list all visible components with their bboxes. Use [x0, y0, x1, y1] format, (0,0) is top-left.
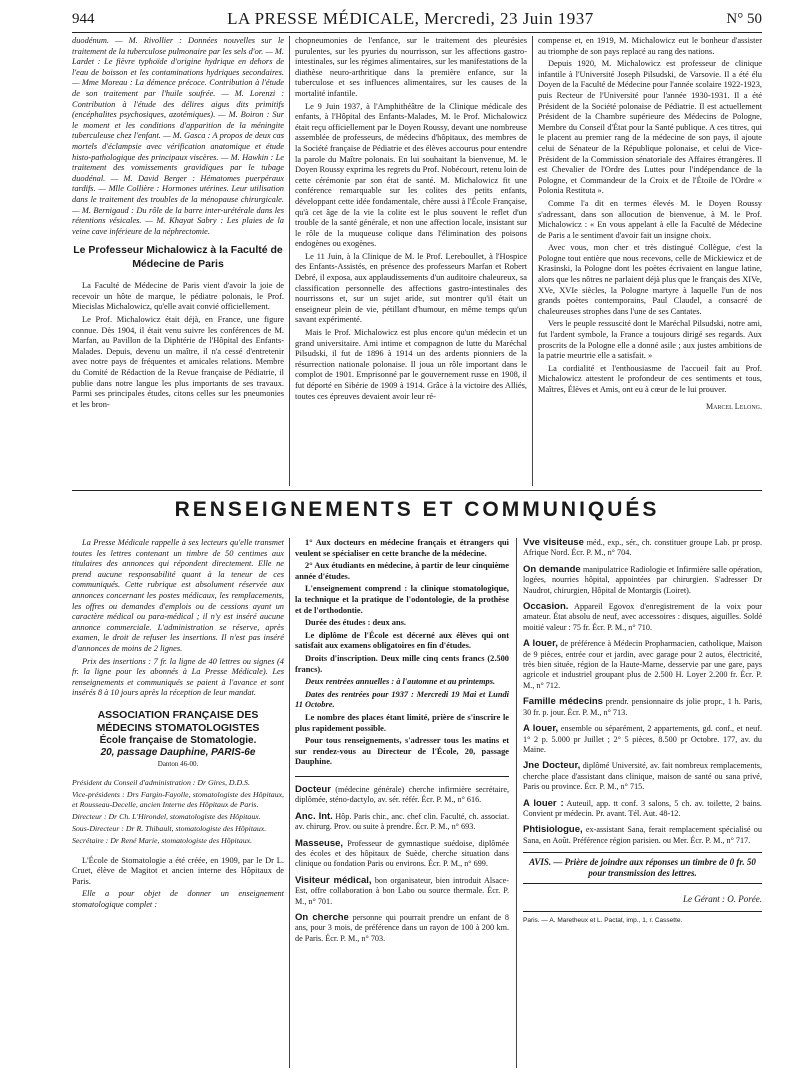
manager-line: Le Gérant : O. Porée. [523, 894, 762, 912]
classified-ad: Jne Docteur, diplômé Université, av. fait nombreux remplacements, cherche place d'assistant dans clinique, maison de santé ou sana privé, Paris ou province. Écr. P. M., n° 715. [523, 760, 762, 792]
classified-ad: Docteur (médecine générale) cherche infirmière secrétaire, diplômée, sténo-dactylo, av. sér. référ. Écr. P. M., n° 616. [295, 783, 509, 805]
classified-ad: Vve visiteuse méd., exp., sér., ch. constituer groupe Lab. pr prosp. Afrique Nord. Écr. P. M., n° 704. [523, 538, 762, 558]
intro-notice: La Presse Médicale rappelle à ses lecteurs qu'elle transmet toutes les lettres contenant un timbre de 50 centimes aux titulaires des annonces qui répondent directement. Elle ne prend aucune responsabilité quant à la teneur de ces communiqués. Cette rubrique est absolument réservée aux annonces concernant les postes médicaux, les remplacements, les offres ou demandes d'emplois ou de cessions ayant un caractère médical ou para-médical ; il n'y est inséré aucune annonce commerciale. L'administration se réserve, après examen, le droit de refuser les insertions. Il n'est pas inséré d'annonces de moins de 2 lignes. [72, 538, 284, 653]
paragraph: Le 9 Juin 1937, à l'Amphithéâtre de la Clinique médicale des enfants, à l'Hôpital des Enfants-Malades, M. le Prof. Michalowicz était reçu officiellement par le Doyen Roussy, devant une nombreuse assemblée de professeurs, de médecins d'hôpitaux, des membres de la Société française de Pédiatrie et des élèves accourus pour entendre la parole du Maître polonais. En lui souhaitant la bienvenue, M. le Doyen Roussy exprima les regrets du Prof. Nobécourt, retenu loin de cette cérémonie par son état de santé. M. Michalowicz fit une conférence remarquable sur les colites des petits enfants, développant cette idée fondamentale, chère aussi à l'École Française, qu'à cet âge de la vie la colite est le plus souvent le reflet d'un trouble de la santé générale, et non une affection locale, insistant sur le rôle de la muqueuse colique dans l'élimination des poisons endogènes ou exogènes. [295, 101, 527, 249]
association-title: ASSOCIATION FRANÇAISE DES MÉDECINS STOMATOLOGISTES [96, 708, 260, 734]
bottom-column-2 [295, 538, 509, 1068]
paragraph: Comme l'a dit en termes élevés M. le Doyen Roussy s'adressant, dans son allocution de bienvenue, à M. le Prof. Michalowicz : « En vous appelant à elle la Faculté de Médecine de Paris a le sentiment d'avoir fait un insigne choix. [538, 198, 762, 240]
paragraph: Le Prof. Michalowicz était déjà, en France, une figure connue. Dès 1904, il était venu suivre les conférences de M. Marfan, au Pavillon de la Diphtérie de l'Hôpital des Enfants-Malades. Depuis, devenu un maître, il n'a cessé d'entretenir avec notre pays de fréquentes et amicales relations. Membre du Comité de Rédaction de la Revue française de Pédiatrie, il publie dans notre langue les plus importants de ses travaux. Parmi ses principales études, citons celles sur les pneumonies et les bron- [72, 315, 284, 409]
paragraph: La Faculté de Médecine de Paris vient d'avoir la joie de recevoir un hôte de marque, le pédiatre polonais, le Prof. Miecislas Michalowicz, qu'elle avait convié officiellement. [72, 281, 284, 312]
staff-entry: Vice-présidents : Drs Fargin-Fayolle, stomatologiste des Hôpitaux, et Rousseau-Decelle, ancien Interne des Hôpitaux de Paris. [72, 789, 284, 809]
notice-box: AVIS. — Prière de joindre aux réponses un timbre de 0 fr. 50 pour transmission des lettres. [523, 852, 762, 884]
paragraph: Dates des rentrées pour 1937 : Mercredi 19 Mai et Lundi 11 Octobre. [295, 689, 509, 710]
paragraph: Mais le Prof. Michalowicz est plus encore qu'un médecin et un grand universitaire. Ami intime et compagnon de lutte du Maréchal Pilsudski, il fut de 1896 à 1914 un des ardents pionniers de la résurrection nationale polonaise. Il joua un rôle important dans le complot de 1901. Emprisonné par le gouvernement russe en 1908, il fut déporté en Sibérie de 1909 à 1914. Grâce à la victoire des Alliés, toutes ces épreuves devaient avoir leur ré- [295, 328, 527, 401]
classified-ad: On demande manipulatrice Radiologie et Infirmière salle opération, logées, nourries hôpital, appointées par chirurgien. S'adresser Dr Naudrot, chirurgien, Hôpital de Montargis (Loiret). [523, 563, 762, 595]
paragraph: L'École de Stomatologie a été créée, en 1909, par le Dr L. Cruet, élève de Magitot et ancien interne des Hôpitaux de Paris. [72, 855, 284, 886]
classified-ad: Anc. Int. Hôp. Paris chir., anc. chef clin. Faculté, ch. associat. av. chirurg. Prov. ou suite à prendre. Écr. P. M., n° 693. [295, 810, 509, 832]
issue-number: N° 50 [726, 10, 762, 27]
journal-title: LA PRESSE MÉDICALE, Mercredi, 23 Juin 1937 [227, 9, 594, 28]
printer-line: Paris. — A. Maretheux et L. Pactat, imp., 1, r. Cassette. [523, 916, 683, 924]
column-divider [516, 538, 517, 1068]
page-number: 944 [72, 10, 95, 27]
paragraph: Le nombre des places étant limité, prière de s'inscrire le plus rapidement possible. [295, 712, 509, 733]
top-column-2 [295, 36, 527, 486]
column-divider [289, 538, 290, 1068]
paragraph: Avec vous, mon cher et très distingué Collègue, c'est la Pologne tout entière que nous recevons, celle de Mickiewicz et de Krasinski, la Pologne dont les poètes écrivaient en langue latine, alors que les nôtres ne parlaient déjà plus que le français des XIVe, XVe, XVIe siècles, la Pologne martyre à laquelle l'un de nos grands poètes contemporains, Paul Claudel, a consacré de chaleureuses strophes dans l'une de ses Cantates. [538, 243, 762, 316]
classified-ad: A louer : Auteuil, app. tt conf. 3 salons, 5 ch. av. toilette, 2 bains. Convient pr médecin. Pr. avant. Tél. Aut. 48-12. [523, 797, 762, 818]
classified-ad: Visiteur médical, bon organisateur, bien introduit Alsace-Est, offre collaboration à bon Labo ou source thermale. Écr. P. M., n° 701. [295, 874, 509, 906]
staff-entry: Directeur : Dr Ch. L'Hirondel, stomatologiste des Hôpitaux. [72, 811, 261, 821]
classified-ad: A louer, de préférence à Médecin Propharmacien, catholique, Maison de 9 pièces, entrée cour et jardin, avec garage pour 2 autos, électricité, très bien située, région de la Haute-Marne, desservie par une gare, pays agricole et industriel groupant plus de 2.500 H. Loyer 2.200 fr. Écr. P. M., n° 712. [523, 638, 762, 690]
bottom-column-3 [523, 538, 762, 1068]
paragraph: Durée des études : deux ans. [305, 618, 406, 628]
paragraph: compense et, en 1919, M. Michalowicz eut le bonheur d'assister au triomphe de son pays replacé au rang des nations. [538, 36, 762, 56]
top-column-1 [72, 36, 284, 486]
classified-ad: A louer, ensemble ou séparément, 2 appartements, gd. conf., et neuf. 1° 2 p. 5.000 pr Juillet ; 2° 5 pièces, 8.500 pr Octobre. 177, av. du Maine. [523, 723, 762, 754]
signature: Marcel Lelong. [706, 401, 762, 411]
paragraph: Depuis 1920, M. Michalowicz est professeur de clinique infantile à l'Université Joseph Pilsudski, de Varsovie. Il a été élu Doyen de la Faculté de Médecine pour l'année scolaire 1922-1923, puis Recteur de l'Université pour l'année 1930-1931. Il a été Président de la Société polonaise de Pédiatrie. Il est actuellement Président de la Chambre supérieure des Médecins de Pologne, Membre du Conseil d'État pour la Santé publique. A ces titres, qui le placent au premier rang de la médecine de son pays, il ajoute celui de Sénateur de la République polonaise, et celui de Vice-Président de la Commission sénatoriale des Affaires étrangères. Il est Chevalier de l'Ordre des Luttes pour l'indépendance de la Pologne, et Commandeur de la Croix et de l'Étoile de l'Ordre « Polonia Restituta ». [538, 59, 762, 196]
price-notice: Prix des insertions : 7 fr. la ligne de 40 lettres ou signes (4 fr. la ligne pour les abonnés à La Presse Médicale). Les renseignements et communiqués se paient à l'avance et sont insérés 8 à 10 jours après la réception de leur mandat. [72, 656, 284, 698]
column-divider [289, 36, 290, 486]
paragraph: Droits d'inscription. Deux mille cinq cents francs (2.500 francs). [295, 653, 509, 674]
theses-list: duodénum. — M. Rivollier : Données nouvelles sur le traitement de la tuberculose pulmonaire par les sels d'or. — M. Lardet : Le fièvre typhoïde d'origine hydrique en dehors de l'eau de boisson et les contaminations hydriques secondaires. — Mme Moreau : La démence précoce. Contribution à l'étude de son traitement par l'huile soufrée. — M. Lorenzi : Contribution à l'étude des délires aigus dits primitifs (encéphalites psychosiques, azotémiques). — M. Boiron : Sur le moment et les conditions d'apparition de la méningite tuberculeuse chez l'enfant. — M. Gasca : A propos de deux cas mortels d'éclampsie avec vérification anatomique et étude histo-pathologique des principaux viscères. — M. Hawkin : Le traitement des vomissements gravidiques par le tubage duodénal. — M. David Berger : Hématomes puerpéraux tardifs. — Mlle Collière : Hormones utérines. Leur utilisation dans le traitement des troubles de la ménopause chirurgicale. — M. Bernigaud : Du rôle de la barre inter-urétérale dans les rétentions vésicales. — M. Khayat Sabry : Les plaies de la veine cave inférieure de la néphrectomie. [72, 36, 284, 236]
paragraph: La cordialité et l'enthousiasme de l'accueil fait au Prof. Michalowicz attestent le profondeur de ces sentiments et tous, Maîtres, Élèves et Amis, ont eu à cœur de le lui prouver. [538, 363, 762, 394]
paragraph: 1° Aux docteurs en médecine français et étrangers qui veulent se spécialiser en cette branche de la médecine. [295, 538, 509, 558]
paragraph: Le diplôme de l'École est décerné aux élèves qui ont satisfait aux examens obligatoires en fin d'études. [295, 630, 509, 651]
staff-entry: Sous-Directeur : Dr R. Thibault, stomatologiste des Hôpitaux. [72, 823, 267, 833]
classified-ad: Occasion. Appareil Egovox d'enregistrement de la voix pour amateur. État absolu de neuf, avec accessoires : disques, aiguilles. Soldé moitié valeur : 75 fr. Écr. P. M., n° 710. [523, 601, 762, 632]
page-header [72, 6, 762, 33]
bottom-column-1 [72, 538, 284, 1068]
staff-entry: Secrétaire : Dr René Marie, stomatologiste des Hôpitaux. [72, 835, 253, 845]
section-title: Le Professeur Michalowicz à la Faculté de Médecine de Paris [73, 244, 283, 271]
section-banner: RENSEIGNEMENTS ET COMMUNIQUÉS [174, 498, 660, 521]
school-address: 20, passage Dauphine, PARIS-6e [100, 746, 256, 758]
classified-ad: Phtisiologue, ex-assistant Sana, ferait remplacement spécialisé ou Sana, en Août. Préférence région parisien. ou Mer. Écr. P. M., n° 717. [523, 824, 762, 845]
classified-ad: On cherche personne qui pourrait prendre un enfant de 8 ans, pour 3 mois, de préférence dans un rayon de 100 à 200 km. de Paris. Écr. P. M., n° 703. [295, 911, 509, 943]
paragraph: Elle a pour objet de donner un enseignement stomatologique complet : [72, 889, 284, 909]
paragraph: L'enseignement comprend : la clinique stomatologique, la technique et la pratique de l'odontologie, de la prothèse et de l'orthodontie. [295, 584, 509, 615]
paragraph: Pour tous renseignements, s'adresser tous les matins et sur rendez-vous au Directeur de l'École, 20, passage Dauphine. [295, 736, 509, 767]
paragraph: Vers le peuple ressuscité dont le Maréchal Pilsudski, notre ami, fut l'ardent symbole, la France a toujours dirigé ses regards. Aux proscrits de la Pologne elle a donné asile ; aux justes ambitions de la patrie meurtrie elle a satisfait. » [538, 319, 762, 361]
staff-list [72, 778, 284, 846]
school-phone: Danton 46-00. [157, 759, 199, 768]
section-rule [72, 490, 762, 491]
classified-ad: Masseuse, Professeur de gymnastique suédoise, diplômée des écoles et des hôpitaux de Suède, cherche situation dans clinique ou fondation Paris ou environs. Écr. P. M., n° 699. [295, 837, 509, 869]
divider [295, 776, 509, 777]
top-column-3 [538, 36, 762, 486]
staff-entry: Président du Conseil d'administration : Dr Gires, D.D.S. [72, 777, 250, 787]
classified-ad: Famille médecins prendr. pensionnaire ds jolie propr., 1 h. Paris, 30 fr. p. jour. Écr. P. M., n° 713. [523, 696, 762, 717]
paragraph: chopneumonies de l'enfance, sur le traitement des pleurésies purulentes, sur les pyuries du nourrisson, sur les affections gastro-intestinales, sur les régimes alimentaires, sur les manifestations de la diathèse neuro-arthritique dans la première enfance, sur la tuberculose et ses influences alimentaires, sur les causes de la mortalité infantile. [295, 36, 527, 98]
paragraph: Le 11 Juin, à la Clinique de M. le Prof. Lereboullet, à l'Hospice des Enfants-Assistés, en présence des professeurs Marfan et Robert Debré, il exposa, aux applaudissements d'un auditoire chaleureux, sa classification personnelle des affections gastro-intestinales des nourrissons et, sur un sujet aride, sut montrer qu'il était un enseigneur plein de vie, pétillant d'humour, en même temps qu'un savant expérimenté. [295, 251, 527, 325]
paragraph: Deux rentrées annuelles : à l'automne et au printemps. [305, 677, 496, 687]
school-name: École française de Stomatologie. [99, 734, 257, 746]
column-divider [532, 36, 533, 486]
paragraph: 2° Aux étudiants en médecine, à partir de leur cinquième année d'études. [295, 561, 509, 581]
